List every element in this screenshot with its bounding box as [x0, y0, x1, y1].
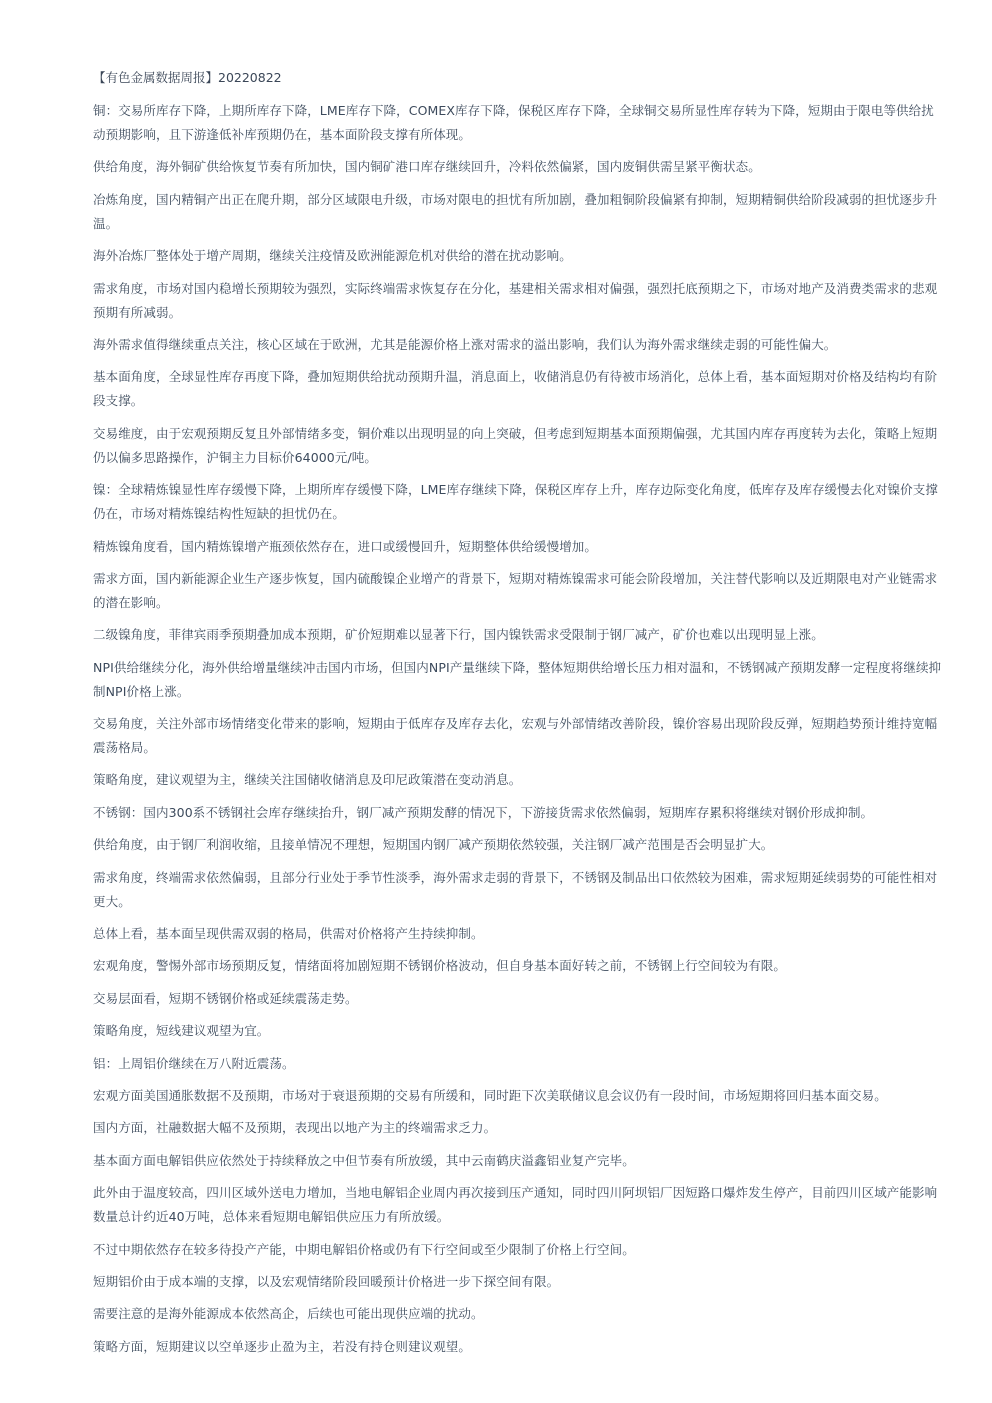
paragraph: 需求角度，终端需求依然偏弱，且部分行业处于季节性淡季，海外需求走弱的背景下，不锈钢及制品出口依然较为困难，需求短期延续弱势的可能性相对更大。 — [93, 869, 938, 909]
paragraph: 海外需求值得继续重点关注，核心区域在于欧洲，尤其是能源价格上涨对需求的溢出影响，我们认为海外需求继续走弱的可能性偏大。 — [93, 336, 837, 352]
paragraph: 精炼镍角度看，国内精炼镍增产瓶颈依然存在，进口或缓慢回升，短期整体供给缓慢增加。 — [93, 538, 598, 554]
paragraph: 此外由于温度较高，四川区域外送电力增加，当地电解铝企业周内再次接到压产通知，同时四川阿坝铝厂因短路口爆炸发生停产，目前四川区域产能影响数量总计约近40万吨，总体来看短期电解铝供应压力有所放缓。 — [93, 1185, 938, 1225]
paragraph: 宏观方面美国通胀数据不及预期，市场对于衰退预期的交易有所缓和，同时距下次美联储议息会议仍有一段时间，市场短期将回归基本面交易。 — [93, 1087, 887, 1103]
paragraph: 总体上看，基本面呈现供需双弱的格局，供需对价格将产生持续抑制。 — [93, 926, 484, 942]
paragraph: 镍：全球精炼镍显性库存缓慢下降，上期所库存缓慢下降，LME库存继续下降，保税区库存上升，库存边际变化角度，低库存及库存缓慢去化对镍价支撑仍在，市场对精炼镍结构性短缺的担忧仍在。 — [93, 482, 938, 522]
paragraph: 交易层面看，短期不锈钢价格或延续震荡走势。 — [93, 990, 358, 1006]
paragraph: 铝：上周铝价继续在万八附近震荡。 — [93, 1055, 295, 1071]
paragraph: 策略方面，短期建议以空单逐步止盈为主，若没有持仓则建议观望。 — [93, 1338, 472, 1354]
document-title: 【有色金属数据周报】20220822 — [93, 70, 282, 85]
paragraph: 策略角度，建议观望为主，继续关注国储收储消息及印尼政策潜在变动消息。 — [93, 772, 522, 788]
paragraph: 需求方面，国内新能源企业生产逐步恢复，国内硫酸镍企业增产的背景下，短期对精炼镍需求可能会阶段增加，关注替代影响以及近期限电对产业链需求的潜在影响。 — [93, 570, 938, 610]
paragraph: 基本面角度，全球显性库存再度下降，叠加短期供给扰动预期升温，消息面上，收储消息仍有待被市场消化，总体上看，基本面短期对价格及结构均有阶段支撑。 — [93, 369, 938, 409]
paragraph: 铜：交易所库存下降，上期所库存下降，LME库存下降，COMEX库存下降，保税区库存下降，全球铜交易所显性库存转为下降，短期由于限电等供给扰动预期影响，且下游逢低补库预期仍在，基本面阶段支撑有所体现。 — [93, 103, 934, 142]
paragraph: 交易角度，关注外部市场情绪变化带来的影响，短期由于低库存及库存去化，宏观与外部情绪改善阶段，镍价容易出现阶段反弹，短期趋势预计维持宽幅震荡格局。 — [93, 716, 938, 756]
paragraph: 宏观角度，警惕外部市场预期反复，情绪面将加剧短期不锈钢价格波动，但自身基本面好转之前，不锈钢上行空间较为有限。 — [93, 958, 787, 974]
paragraph: 国内方面，社融数据大幅不及预期，表现出以地产为主的终端需求乏力。 — [93, 1120, 497, 1136]
paragraph: 海外冶炼厂整体处于增产周期，继续关注疫情及欧洲能源危机对供给的潜在扰动影响。 — [93, 248, 572, 264]
paragraph: 需要注意的是海外能源成本依然高企，后续也可能出现供应端的扰动。 — [93, 1306, 484, 1322]
paragraph: 二级镍角度，菲律宾雨季预期叠加成本预期，矿价短期难以显著下行，国内镍铁需求受限制于钢厂减产，矿价也难以出现明显上涨。 — [93, 627, 824, 643]
paragraph: 交易维度，由于宏观预期反复且外部情绪多变，铜价难以出现明显的向上突破，但考虑到短期基本面预期偏强，尤其国内库存再度转为去化，策略上短期仍以偏多思路操作，沪铜主力目标价64000元/吨。 — [93, 425, 938, 465]
document-body — [93, 69, 943, 1367]
paragraph-list — [93, 99, 943, 1359]
paragraph: 冶炼角度，国内精铜产出正在爬升期，部分区域限电升级，市场对限电的担忧有所加剧，叠加粗铜阶段偏紧有抑制，短期精铜供给阶段减弱的担忧逐步升温。 — [93, 191, 938, 231]
paragraph: 需求角度，市场对国内稳增长预期较为强烈，实际终端需求恢复存在分化，基建相关需求相对偏强，强烈托底预期之下，市场对地产及消费类需求的悲观预期有所减弱。 — [93, 280, 938, 320]
paragraph: 不过中期依然存在较多待投产产能，中期电解铝价格或仍有下行空间或至少限制了价格上行空间。 — [93, 1241, 635, 1257]
paragraph: 不锈钢：国内300系不锈钢社会库存继续抬升，钢厂减产预期发酵的情况下，下游接货需求依然偏弱，短期库存累积将继续对钢价形成抑制。 — [93, 804, 874, 820]
paragraph: 基本面方面电解铝供应依然处于持续释放之中但节奏有所放缓，其中云南鹤庆溢鑫铝业复产完毕。 — [93, 1152, 635, 1168]
paragraph: 供给角度，由于钢厂利润收缩，且接单情况不理想，短期国内钢厂减产预期依然较强，关注钢厂减产范围是否会明显扩大。 — [93, 837, 774, 853]
paragraph: NPI供给继续分化，海外供给增量继续冲击国内市场，但国内NPI产量继续下降，整体短期供给增长压力相对温和，不锈钢减产预期发酵一定程度将继续抑制NPI价格上涨。 — [93, 659, 942, 699]
paragraph: 供给角度，海外铜矿供给恢复节奏有所加快，国内铜矿港口库存继续回升，冷料依然偏紧，国内废铜供需呈紧平衡状态。 — [93, 159, 761, 175]
paragraph: 短期铝价由于成本端的支撑，以及宏观情绪阶段回暖预计价格进一步下探空间有限。 — [93, 1273, 560, 1289]
paragraph: 策略角度，短线建议观望为宜。 — [93, 1023, 270, 1039]
